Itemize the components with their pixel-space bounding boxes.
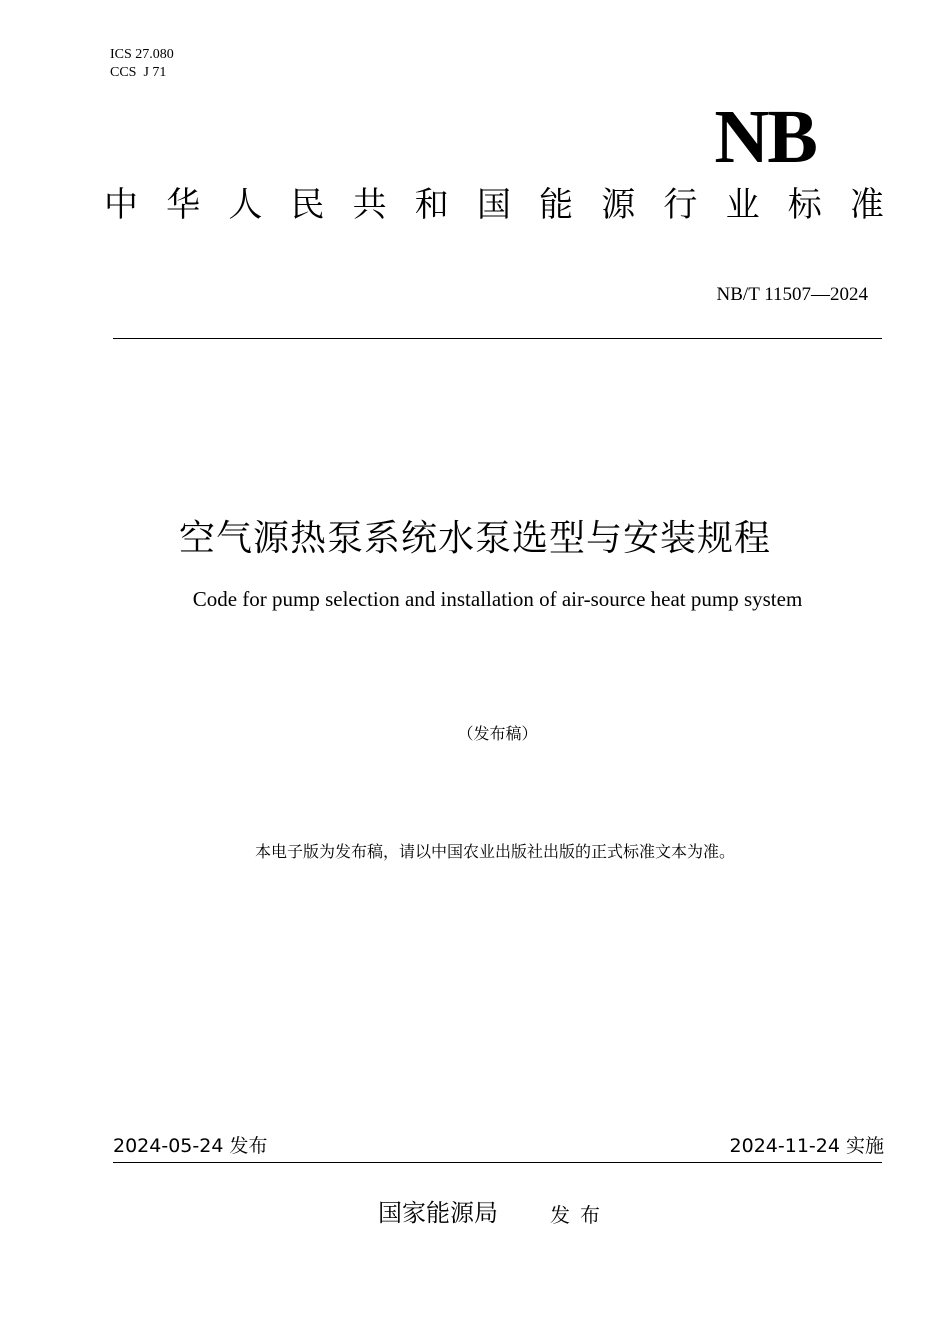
ccs-code: CCS J 71 [110,65,167,80]
industry-title-char: 标 [787,185,822,225]
industry-title-char: 国 [476,185,511,225]
top-divider [113,338,882,339]
standard-number: NB/T 11507—2024 [716,284,868,305]
issue-date: 2024-05-24 发布 [113,1135,268,1157]
industry-title-char: 准 [849,185,884,225]
industry-title-char: 能 [539,185,574,225]
effective-date: 2024-11-24 实施 [729,1135,884,1157]
bottom-divider [113,1162,882,1163]
electronic-version-note: 本电子版为发布稿，请以中国农业出版社出版的正式标准文本为准。 [254,842,735,861]
industry-title-char: 华 [166,185,201,225]
industry-title-char: 行 [663,185,698,225]
publisher-name: 国家能源局 [378,1199,498,1227]
industry-title-char: 中 [104,185,138,225]
classification-codes [110,46,174,82]
nb-logo: NB [714,95,816,179]
industry-standard-title [104,182,884,228]
publish-label: 发布 [550,1203,610,1227]
industry-title-char: 共 [352,185,387,225]
industry-title-char: 源 [601,185,636,225]
industry-title-char: 民 [290,185,325,225]
draft-label: （发布稿） [457,724,538,743]
document-title-english: Code for pump selection and installation of air-source heat pump system [192,587,803,611]
industry-title-char: 人 [228,185,263,225]
document-title-chinese: 空气源热泵系统水泵选型与安装规程 [178,518,771,559]
industry-title-char: 和 [414,185,449,225]
industry-title-char: 业 [725,185,760,225]
ics-code: ICS 27.080 [110,47,174,62]
